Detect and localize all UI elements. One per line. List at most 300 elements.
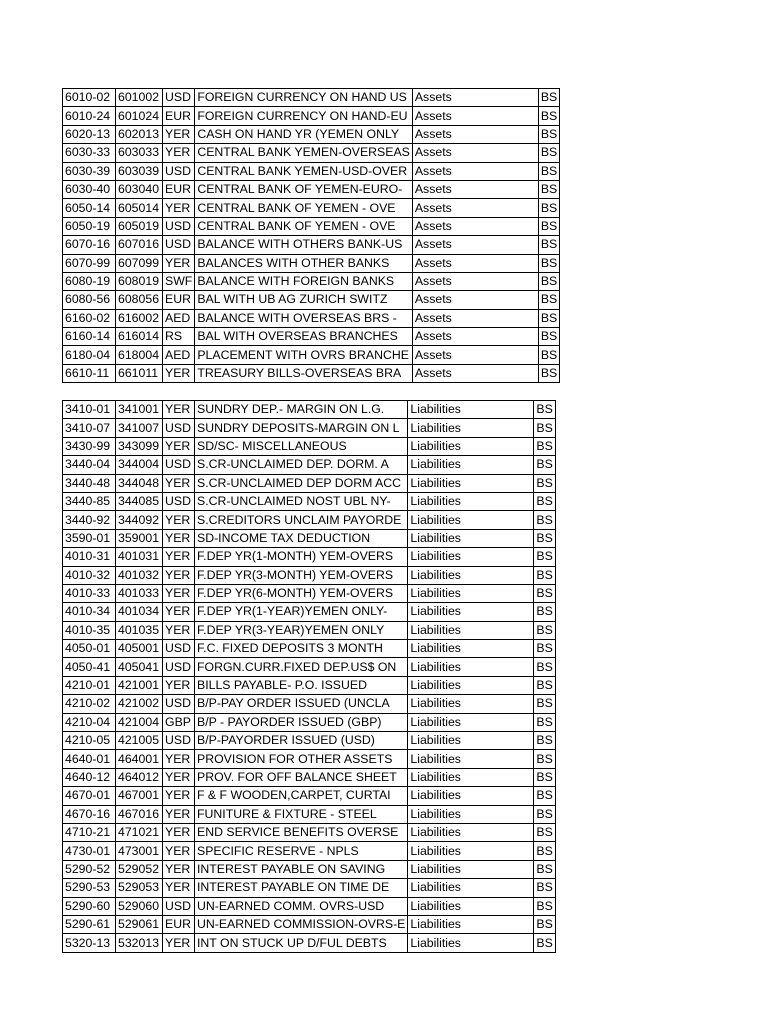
gl-number-cell: 421001 [116,676,163,694]
description-cell: FOREIGN CURRENCY ON HAND US [195,89,413,107]
description-cell: PROVISION FOR OTHER ASSETS [195,750,408,768]
table-row [63,787,556,805]
statement-cell: BS [534,529,555,547]
description-cell: INT ON STUCK UP D/FUL DEBTS [195,934,408,952]
description-cell: CASH ON HAND YR (YEMEN ONLY [195,125,413,143]
account-code-cell: 6180-04 [63,346,116,364]
table-row [63,437,556,455]
currency-cell: YER [163,125,195,143]
account-code-cell: 6020-13 [63,125,116,143]
statement-cell: BS [534,805,555,823]
table-row [63,511,556,529]
statement-cell: BS [534,511,555,529]
statement-cell: BS [538,144,559,162]
account-code-cell: 6030-39 [63,162,116,180]
category-cell: Liabilities [408,640,534,658]
statement-cell: BS [538,309,559,327]
statement-cell: BS [534,676,555,694]
currency-cell: AED [163,346,195,364]
currency-cell: USD [163,732,195,750]
account-code-cell: 3410-07 [63,419,116,437]
gl-number-cell: 608056 [116,291,163,309]
table-row [63,162,560,180]
category-cell: Liabilities [408,603,534,621]
table-row [63,621,556,639]
statement-cell: BS [534,732,555,750]
gl-number-cell: 605019 [116,217,163,235]
account-code-cell: 6070-16 [63,236,116,254]
table-row [63,584,556,602]
account-code-cell: 4010-31 [63,548,116,566]
description-cell: BAL WITH OVERSEAS BRANCHES [195,328,413,346]
category-cell: Liabilities [408,879,534,897]
table-row [63,309,560,327]
table-row [63,768,556,786]
gl-number-cell: 473001 [116,842,163,860]
account-code-cell: 4710-21 [63,823,116,841]
table-row [63,456,556,474]
assets-table-body [63,89,560,383]
statement-cell: BS [538,162,559,180]
gl-number-cell: 421002 [116,695,163,713]
gl-number-cell: 605014 [116,199,163,217]
gl-number-cell: 359001 [116,529,163,547]
currency-cell: USD [163,217,195,235]
statement-cell: BS [534,713,555,731]
liabilities-table-body [63,401,556,953]
table-row [63,658,556,676]
currency-cell: YER [163,511,195,529]
category-cell: Assets [412,309,538,327]
account-code-cell: 6050-19 [63,217,116,235]
currency-cell: USD [163,640,195,658]
category-cell: Liabilities [408,915,534,933]
gl-number-cell: 467001 [116,787,163,805]
category-cell: Liabilities [408,732,534,750]
category-cell: Assets [412,107,538,125]
table-row [63,180,560,198]
account-code-cell: 3440-48 [63,474,116,492]
gl-number-cell: 343099 [116,437,163,455]
table-row [63,805,556,823]
description-cell: SD-INCOME TAX DEDUCTION [195,529,408,547]
currency-cell: YER [163,144,195,162]
account-code-cell: 4010-35 [63,621,116,639]
statement-cell: BS [534,879,555,897]
gl-number-cell: 421004 [116,713,163,731]
gl-number-cell: 467016 [116,805,163,823]
account-code-cell: 6030-33 [63,144,116,162]
description-cell: CENTRAL BANK OF YEMEN - OVE [195,199,413,217]
statement-cell: BS [534,823,555,841]
category-cell: Liabilities [408,842,534,860]
account-code-cell: 4640-01 [63,750,116,768]
account-code-cell: 6050-14 [63,199,116,217]
category-cell: Liabilities [408,805,534,823]
account-code-cell: 3440-04 [63,456,116,474]
statement-cell: BS [538,236,559,254]
description-cell: CENTRAL BANK YEMEN-OVERSEAS [195,144,413,162]
statement-cell: BS [534,934,555,952]
table-row [63,144,560,162]
description-cell: SPECIFIC RESERVE - NPLS [195,842,408,860]
statement-cell: BS [534,750,555,768]
currency-cell: YER [163,676,195,694]
account-code-cell: 4050-01 [63,640,116,658]
table-row [63,823,556,841]
description-cell: END SERVICE BENEFITS OVERSE [195,823,408,841]
statement-cell: BS [534,474,555,492]
category-cell: Liabilities [408,860,534,878]
account-code-cell: 3440-85 [63,492,116,510]
currency-cell: USD [163,695,195,713]
description-cell: B/P-PAYORDER ISSUED (USD) [195,732,408,750]
table-row [63,107,560,125]
table-row [63,934,556,952]
currency-cell: YER [163,621,195,639]
currency-cell: EUR [163,180,195,198]
account-code-cell: 4010-34 [63,603,116,621]
statement-cell: BS [534,695,555,713]
gl-number-cell: 341007 [116,419,163,437]
table-row [63,732,556,750]
table-row [63,750,556,768]
description-cell: UN-EARNED COMM. OVRS-USD [195,897,408,915]
table-row [63,897,556,915]
description-cell: S.CR-UNCLAIMED DEP DORM ACC [195,474,408,492]
category-cell: Liabilities [408,492,534,510]
statement-cell: BS [534,915,555,933]
description-cell: F.DEP YR(3-YEAR)YEMEN ONLY [195,621,408,639]
statement-cell: BS [538,180,559,198]
statement-cell: BS [534,419,555,437]
gl-number-cell: 603040 [116,180,163,198]
description-cell: CENTRAL BANK OF YEMEN-EURO- [195,180,413,198]
account-code-cell: 3410-01 [63,401,116,419]
category-cell: Assets [412,254,538,272]
account-code-cell: 6080-19 [63,272,116,290]
gl-number-cell: 616002 [116,309,163,327]
statement-cell: BS [534,401,555,419]
statement-cell: BS [534,768,555,786]
statement-cell: BS [538,107,559,125]
table-row [63,236,560,254]
account-code-cell: 5290-53 [63,879,116,897]
statement-cell: BS [534,860,555,878]
description-cell: B/P - PAYORDER ISSUED (GBP) [195,713,408,731]
gl-number-cell: 603039 [116,162,163,180]
table-row [63,328,560,346]
description-cell: FUNITURE & FIXTURE - STEEL [195,805,408,823]
currency-cell: USD [163,236,195,254]
table-row [63,548,556,566]
category-cell: Assets [412,199,538,217]
currency-cell: AED [163,309,195,327]
table-row [63,272,560,290]
gl-number-cell: 529060 [116,897,163,915]
currency-cell: YER [163,199,195,217]
currency-cell: YER [163,364,195,382]
category-cell: Liabilities [408,419,534,437]
gl-number-cell: 401035 [116,621,163,639]
currency-cell: EUR [163,915,195,933]
account-code-cell: 6080-56 [63,291,116,309]
gl-number-cell: 464001 [116,750,163,768]
currency-cell: YER [163,805,195,823]
currency-cell: USD [163,897,195,915]
category-cell: Assets [412,328,538,346]
category-cell: Liabilities [408,658,534,676]
currency-cell: EUR [163,107,195,125]
currency-cell: YER [163,787,195,805]
statement-cell: BS [534,787,555,805]
description-cell: UN-EARNED COMMISSION-OVRS-E [195,915,408,933]
account-code-cell: 4010-33 [63,584,116,602]
category-cell: Liabilities [408,511,534,529]
currency-cell: YER [163,437,195,455]
table-row [63,254,560,272]
category-cell: Liabilities [408,934,534,952]
description-cell: F.DEP YR(1-MONTH) YEM-OVERS [195,548,408,566]
gl-number-cell: 405041 [116,658,163,676]
account-code-cell: 4210-05 [63,732,116,750]
gl-number-cell: 607016 [116,236,163,254]
description-cell: INTEREST PAYABLE ON TIME DE [195,879,408,897]
description-cell: F.DEP YR(1-YEAR)YEMEN ONLY- [195,603,408,621]
table-row [63,879,556,897]
account-code-cell: 5290-52 [63,860,116,878]
liabilities-table [62,400,556,953]
description-cell: BALANCE WITH OTHERS BANK-US [195,236,413,254]
category-cell: Liabilities [408,768,534,786]
table-row [63,713,556,731]
description-cell: INTEREST PAYABLE ON SAVING [195,860,408,878]
description-cell: BALANCE WITH OVERSEAS BRS - [195,309,413,327]
statement-cell: BS [534,897,555,915]
gl-number-cell: 401033 [116,584,163,602]
account-code-cell: 3590-01 [63,529,116,547]
category-cell: Assets [412,291,538,309]
currency-cell: USD [163,658,195,676]
category-cell: Assets [412,364,538,382]
gl-number-cell: 341001 [116,401,163,419]
category-cell: Liabilities [408,695,534,713]
statement-cell: BS [534,566,555,584]
account-code-cell: 4210-04 [63,713,116,731]
account-code-cell: 4670-16 [63,805,116,823]
table-row [63,89,560,107]
account-code-cell: 4670-01 [63,787,116,805]
table-row [63,291,560,309]
category-cell: Assets [412,272,538,290]
currency-cell: USD [163,492,195,510]
category-cell: Assets [412,180,538,198]
currency-cell: SWF [163,272,195,290]
statement-cell: BS [538,346,559,364]
description-cell: B/P-PAY ORDER ISSUED (UNCLA [195,695,408,713]
gl-number-cell: 464012 [116,768,163,786]
currency-cell: YER [163,879,195,897]
description-cell: BALANCE WITH FOREIGN BANKS [195,272,413,290]
account-code-cell: 5320-13 [63,934,116,952]
table-row [63,401,556,419]
gl-number-cell: 607099 [116,254,163,272]
table-row [63,676,556,694]
statement-cell: BS [534,603,555,621]
table-row [63,842,556,860]
account-code-cell: 6010-24 [63,107,116,125]
account-code-cell: 6160-02 [63,309,116,327]
account-code-cell: 5290-61 [63,915,116,933]
category-cell: Assets [412,346,538,364]
statement-cell: BS [534,437,555,455]
account-code-cell: 6610-11 [63,364,116,382]
statement-cell: BS [534,548,555,566]
statement-cell: BS [534,658,555,676]
assets-table [62,88,560,383]
gl-number-cell: 344085 [116,492,163,510]
gl-number-cell: 471021 [116,823,163,841]
description-cell: SUNDRY DEP.- MARGIN ON L.G. [195,401,408,419]
description-cell: PLACEMENT WITH OVRS BRANCHE [195,346,413,364]
currency-cell: YER [163,823,195,841]
table-row [63,529,556,547]
description-cell: S.CR-UNCLAIMED NOST UBL NY- [195,492,408,510]
account-code-cell: 4050-41 [63,658,116,676]
description-cell: S.CR-UNCLAIMED DEP. DORM. A [195,456,408,474]
statement-cell: BS [534,842,555,860]
account-code-cell: 3440-92 [63,511,116,529]
statement-cell: BS [534,584,555,602]
gl-number-cell: 401034 [116,603,163,621]
statement-cell: BS [538,125,559,143]
description-cell: F & F WOODEN,CARPET, CURTAI [195,787,408,805]
description-cell: BAL WITH UB AG ZURICH SWITZ [195,291,413,309]
category-cell: Liabilities [408,548,534,566]
category-cell: Liabilities [408,787,534,805]
statement-cell: BS [534,456,555,474]
gl-number-cell: 529052 [116,860,163,878]
gl-number-cell: 602013 [116,125,163,143]
table-row [63,860,556,878]
gl-number-cell: 616014 [116,328,163,346]
statement-cell: BS [538,254,559,272]
description-cell: F.C. FIXED DEPOSITS 3 MONTH [195,640,408,658]
table-row [63,346,560,364]
table-row [63,199,560,217]
table-row [63,419,556,437]
description-cell: S.CREDITORS UNCLAIM PAYORDE [195,511,408,529]
category-cell: Liabilities [408,621,534,639]
currency-cell: RS [163,328,195,346]
category-cell: Liabilities [408,529,534,547]
description-cell: F.DEP YR(6-MONTH) YEM-OVERS [195,584,408,602]
gl-number-cell: 344092 [116,511,163,529]
category-cell: Liabilities [408,474,534,492]
currency-cell: USD [163,89,195,107]
gl-number-cell: 405001 [116,640,163,658]
table-row [63,125,560,143]
statement-cell: BS [538,272,559,290]
account-code-cell: 6010-02 [63,89,116,107]
currency-cell: YER [163,474,195,492]
gl-number-cell: 608019 [116,272,163,290]
statement-cell: BS [538,364,559,382]
gl-number-cell: 603033 [116,144,163,162]
gl-number-cell: 344048 [116,474,163,492]
statement-cell: BS [534,621,555,639]
description-cell: FORGN.CURR.FIXED DEP.US$ ON [195,658,408,676]
currency-cell: YER [163,566,195,584]
category-cell: Liabilities [408,823,534,841]
account-code-cell: 4640-12 [63,768,116,786]
statement-cell: BS [538,291,559,309]
account-code-cell: 6070-99 [63,254,116,272]
category-cell: Assets [412,236,538,254]
account-code-cell: 4210-02 [63,695,116,713]
table-row [63,603,556,621]
currency-cell: YER [163,584,195,602]
gl-number-cell: 532013 [116,934,163,952]
gl-number-cell: 661011 [116,364,163,382]
description-cell: BALANCES WITH OTHER BANKS [195,254,413,272]
statement-cell: BS [538,217,559,235]
currency-cell: YER [163,529,195,547]
currency-cell: YER [163,548,195,566]
category-cell: Liabilities [408,676,534,694]
account-code-cell: 4010-32 [63,566,116,584]
category-cell: Assets [412,89,538,107]
category-cell: Assets [412,125,538,143]
currency-cell: EUR [163,291,195,309]
account-code-cell: 6030-40 [63,180,116,198]
currency-cell: GBP [163,713,195,731]
account-code-cell: 4210-01 [63,676,116,694]
statement-cell: BS [534,640,555,658]
account-code-cell: 6160-14 [63,328,116,346]
currency-cell: YER [163,860,195,878]
gl-number-cell: 601024 [116,107,163,125]
currency-cell: YER [163,842,195,860]
table-row [63,217,560,235]
currency-cell: YER [163,768,195,786]
gl-number-cell: 529061 [116,915,163,933]
table-row [63,364,560,382]
description-cell: FOREIGN CURRENCY ON HAND-EU [195,107,413,125]
category-cell: Assets [412,162,538,180]
account-code-cell: 3430-99 [63,437,116,455]
table-row [63,566,556,584]
currency-cell: YER [163,401,195,419]
table-row [63,640,556,658]
table-row [63,474,556,492]
category-cell: Liabilities [408,750,534,768]
description-cell: SUNDRY DEPOSITS-MARGIN ON L [195,419,408,437]
category-cell: Liabilities [408,437,534,455]
category-cell: Liabilities [408,566,534,584]
description-cell: PROV. FOR OFF BALANCE SHEET [195,768,408,786]
description-cell: F.DEP YR(3-MONTH) YEM-OVERS [195,566,408,584]
gl-number-cell: 601002 [116,89,163,107]
currency-cell: USD [163,419,195,437]
table-row [63,915,556,933]
statement-cell: BS [534,492,555,510]
description-cell: CENTRAL BANK OF YEMEN - OVE [195,217,413,235]
account-code-cell: 4730-01 [63,842,116,860]
currency-cell: YER [163,934,195,952]
currency-cell: USD [163,456,195,474]
gl-number-cell: 344004 [116,456,163,474]
